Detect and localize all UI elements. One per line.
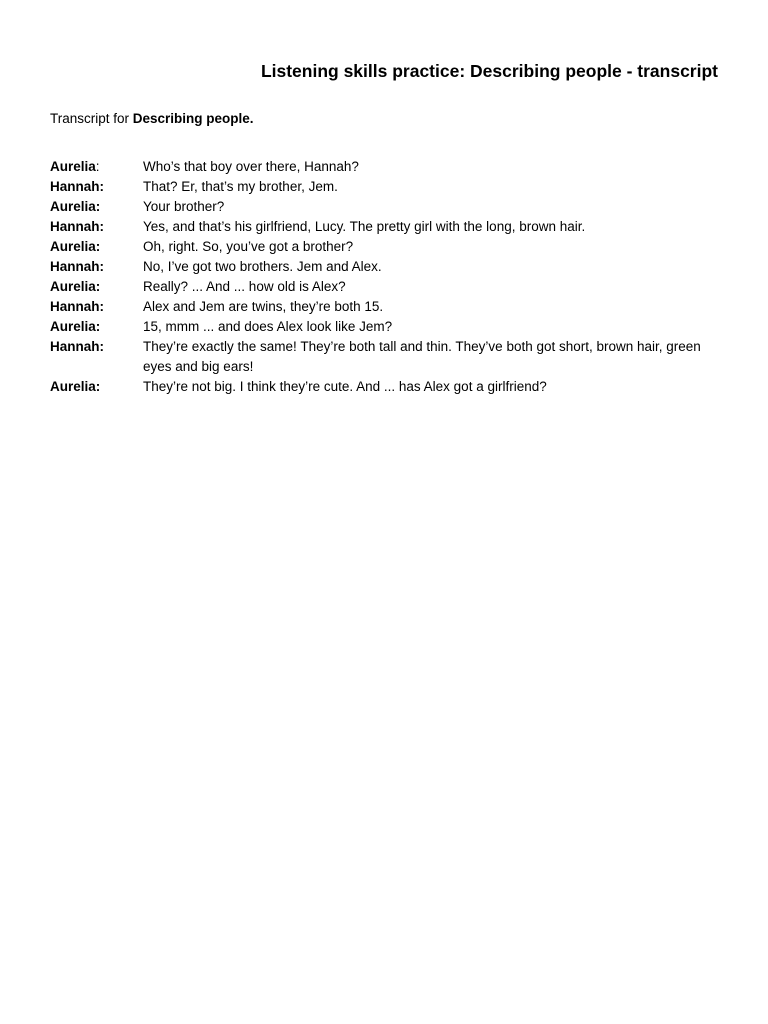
spoken-line: Really? ... And ... how old is Alex? bbox=[143, 279, 346, 294]
transcript-line bbox=[50, 217, 710, 237]
spoken-line: They’re exactly the same! They’re both tall and thin. They’ve both got short, brown hair, green eyes and big ears! bbox=[143, 339, 701, 374]
spoken-line: That? Er, that’s my brother, Jem. bbox=[143, 179, 338, 194]
transcript-intro bbox=[50, 111, 254, 126]
speaker-label: Aurelia bbox=[50, 159, 96, 174]
spoken-line: Yes, and that’s his girlfriend, Lucy. The pretty girl with the long, brown hair. bbox=[143, 219, 586, 234]
transcript-line bbox=[50, 257, 710, 277]
transcript-line bbox=[50, 317, 710, 337]
transcript-line bbox=[50, 197, 710, 217]
transcript-dialogue bbox=[50, 157, 710, 397]
transcript-line bbox=[50, 277, 710, 297]
speaker-colon: : bbox=[95, 159, 100, 174]
speaker-label: Hannah: bbox=[50, 179, 104, 194]
speaker-label: Aurelia: bbox=[50, 279, 101, 294]
spoken-line: Alex and Jem are twins, they’re both 15. bbox=[143, 299, 384, 314]
speaker-label: Aurelia: bbox=[50, 319, 101, 334]
speaker-label: Aurelia: bbox=[50, 379, 101, 394]
transcript-line bbox=[50, 177, 710, 197]
speaker-label: Aurelia: bbox=[50, 199, 101, 214]
transcript-line bbox=[50, 377, 710, 397]
speaker-name bbox=[50, 157, 143, 177]
spoken-line: Who’s that boy over there, Hannah? bbox=[143, 159, 359, 174]
speaker-name bbox=[50, 177, 143, 197]
spoken-line: They’re not big. I think they’re cute. And ... has Alex got a girlfriend? bbox=[143, 379, 547, 394]
speaker-label: Hannah: bbox=[50, 299, 104, 314]
speaker-label: Hannah: bbox=[50, 219, 104, 234]
transcript-line bbox=[50, 237, 710, 257]
speaker-label: Hannah: bbox=[50, 339, 104, 354]
speaker-name bbox=[50, 377, 143, 397]
spoken-line: Your brother? bbox=[143, 199, 225, 214]
speaker-name bbox=[50, 237, 143, 257]
spoken-line: Oh, right. So, you’ve got a brother? bbox=[143, 239, 354, 254]
speaker-name bbox=[50, 217, 143, 237]
transcript-line bbox=[50, 297, 710, 317]
spoken-line: No, I’ve got two brothers. Jem and Alex. bbox=[143, 259, 382, 274]
transcript-line bbox=[50, 157, 710, 177]
speaker-name bbox=[50, 257, 143, 277]
speaker-name bbox=[50, 277, 143, 297]
spoken-line: 15, mmm ... and does Alex look like Jem? bbox=[143, 319, 393, 334]
speaker-label: Aurelia: bbox=[50, 239, 101, 254]
speaker-label: Hannah: bbox=[50, 259, 104, 274]
intro-title: Describing people. bbox=[132, 111, 254, 126]
speaker-name bbox=[50, 317, 143, 337]
speaker-name bbox=[50, 197, 143, 217]
speaker-name bbox=[50, 337, 143, 377]
intro-text: Transcript for bbox=[50, 111, 133, 126]
page-title: Listening skills practice: Describing people - transcript bbox=[260, 61, 718, 81]
speaker-name bbox=[50, 297, 143, 317]
transcript-line bbox=[50, 337, 710, 377]
